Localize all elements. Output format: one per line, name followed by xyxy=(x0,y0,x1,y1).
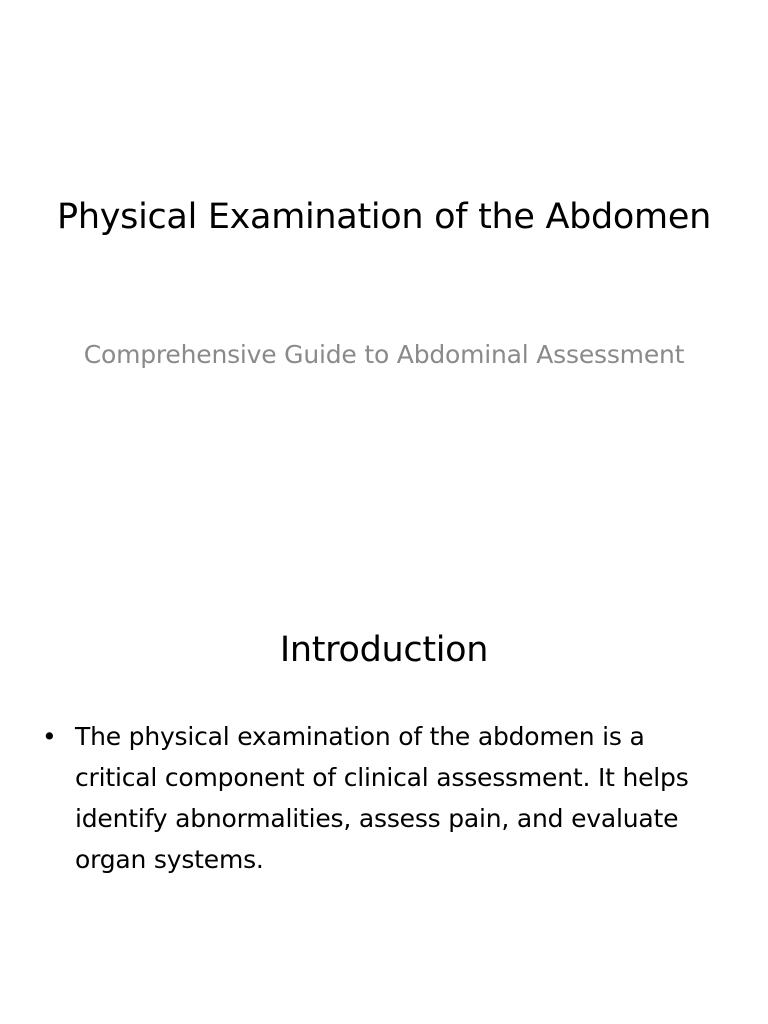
slide-heading: Introduction xyxy=(279,630,489,670)
slide-subtitle: Comprehensive Guide to Abdominal Assessment xyxy=(83,340,685,369)
bullet-item xyxy=(40,716,730,880)
bullet-point-icon: • xyxy=(42,722,57,751)
introduction-slide xyxy=(0,512,768,1024)
bullet-text: The physical examination of the abdomen is a critical component of clinical assessment. It helps identify abnormalities, assess pain, and evaluate organ systems. xyxy=(75,722,689,874)
bullet-list xyxy=(40,716,730,880)
slide-title: Physical Examination of the Abdomen xyxy=(57,197,711,237)
